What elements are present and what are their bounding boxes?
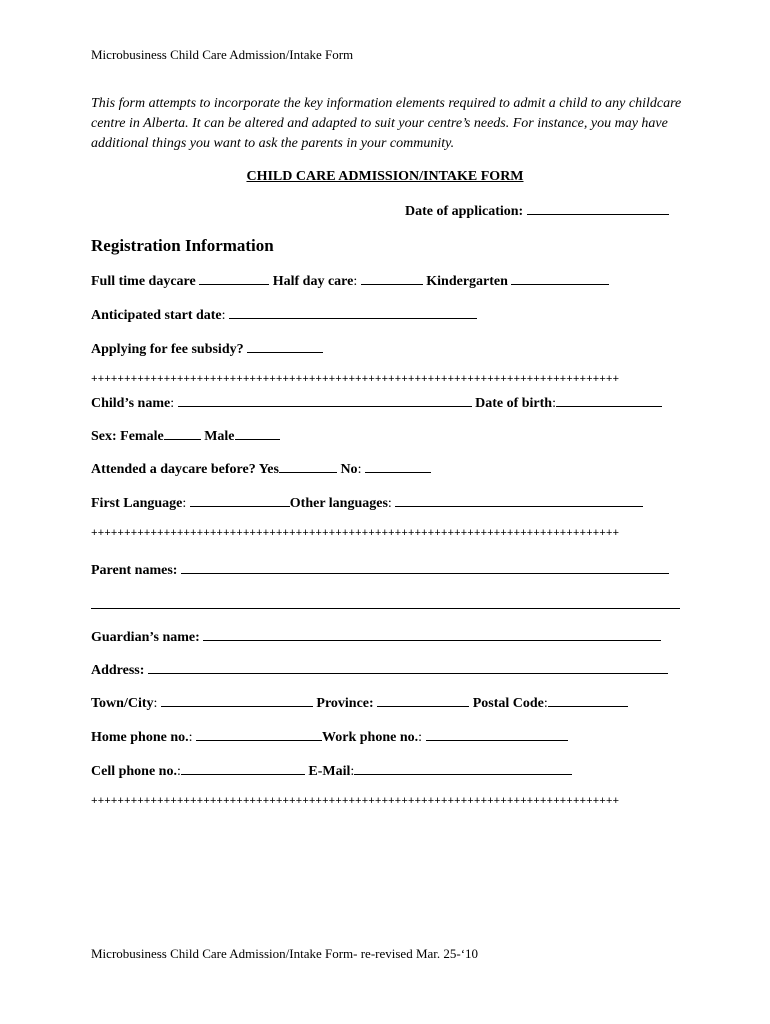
child-name-row: Child’s name: Date of birth:: [91, 394, 662, 412]
registration-heading: Registration Information: [91, 236, 274, 255]
attended-yes-field[interactable]: [279, 460, 337, 473]
attended-no-field[interactable]: [365, 460, 431, 473]
child-name-label: Child’s name: [91, 396, 171, 411]
form-title-text: CHILD CARE ADMISSION/INTAKE FORM: [246, 169, 524, 184]
address-field[interactable]: [148, 661, 668, 674]
male-field[interactable]: [235, 427, 280, 440]
cell-email-row: Cell phone no.: E-Mail:: [91, 762, 572, 780]
separator-3: ++++++++++++++++++++++++++++++++++++++++++++++++++++++++++++++++++++++++++++++++: [91, 796, 620, 808]
town-row: Town/City: Province: Postal Code:: [91, 694, 628, 712]
attended-row: Attended a daycare before? Yes No:: [91, 460, 431, 478]
separator-1: ++++++++++++++++++++++++++++++++++++++++++++++++++++++++++++++++++++++++++++++++: [91, 374, 620, 386]
work-phone-label: Work phone no.: [322, 730, 419, 745]
guardian-name-field[interactable]: [203, 628, 661, 641]
form-title: [0, 169, 770, 185]
guardian-name-label: Guardian’s name:: [91, 630, 200, 645]
kindergarten-field[interactable]: [511, 272, 609, 285]
parent-names-row: [91, 561, 669, 579]
phone-row: Home phone no.: Work phone no.:: [91, 728, 568, 746]
child-name-field[interactable]: [178, 394, 472, 407]
home-phone-label: Home phone no.: [91, 730, 189, 745]
first-language-label: First Language: [91, 496, 183, 511]
province-label: Province:: [316, 696, 374, 711]
first-language-field[interactable]: [190, 494, 290, 507]
no-label: No: [340, 462, 358, 477]
email-label: E-Mail: [308, 764, 351, 779]
sex-row: [91, 427, 280, 445]
work-phone-field[interactable]: [426, 728, 568, 741]
half-day-field[interactable]: [361, 272, 423, 285]
province-field[interactable]: [377, 694, 469, 707]
postal-code-label: Postal Code: [472, 696, 544, 711]
parent-names-extra-line[interactable]: [91, 608, 680, 609]
town-city-label: Town/City: [91, 696, 154, 711]
half-day-label: Half day care: [272, 274, 354, 289]
start-date-row: Anticipated start date:: [91, 306, 477, 324]
kindergarten-label: Kindergarten: [426, 274, 508, 289]
address-row: [91, 661, 668, 679]
dob-field[interactable]: [556, 394, 662, 407]
full-time-label: Full time daycare: [91, 274, 196, 289]
female-field[interactable]: [164, 427, 201, 440]
cell-phone-field[interactable]: [181, 762, 305, 775]
date-of-application-field[interactable]: [527, 202, 669, 215]
parent-names-label: Parent names:: [91, 563, 178, 578]
postal-code-field[interactable]: [548, 694, 628, 707]
start-date-field[interactable]: [229, 306, 477, 319]
fee-subsidy-field[interactable]: [247, 340, 323, 353]
guardian-row: [91, 628, 661, 646]
language-row: First Language: Other languages:: [91, 494, 643, 512]
dob-label: Date of birth: [475, 396, 553, 411]
sex-female-label: Sex: Female: [91, 429, 164, 444]
care-type-row: Full time daycare Half day care: Kindergarten: [91, 272, 609, 290]
page-header: Microbusiness Child Care Admission/Intake Form: [91, 47, 354, 62]
page-footer: Microbusiness Child Care Admission/Intake Form- re-revised Mar. 25-‘10: [91, 946, 479, 961]
date-of-application-label: Date of application:: [405, 204, 524, 219]
email-field[interactable]: [354, 762, 572, 775]
home-phone-field[interactable]: [196, 728, 322, 741]
full-time-field[interactable]: [199, 272, 269, 285]
parent-names-field[interactable]: [181, 561, 669, 574]
address-label: Address:: [91, 663, 145, 678]
fee-subsidy-row: [91, 340, 323, 358]
intro-paragraph: This form attempts to incorporate the key information elements required to admit a child to any childcare centre in Alberta. It can be altered and adapted to suit your centre’s needs. For instance, you may have additional things you want to ask the parents in your community.: [91, 96, 682, 151]
date-of-application-row: [405, 202, 669, 220]
fee-subsidy-label: Applying for fee subsidy?: [91, 342, 244, 357]
separator-2: ++++++++++++++++++++++++++++++++++++++++++++++++++++++++++++++++++++++++++++++++: [91, 528, 620, 540]
cell-phone-label: Cell phone no.: [91, 764, 177, 779]
attended-label: Attended a daycare before? Yes: [91, 462, 279, 477]
other-languages-field[interactable]: [395, 494, 643, 507]
start-date-label: Anticipated start date: [91, 308, 222, 323]
other-languages-label: Other languages: [289, 496, 388, 511]
town-city-field[interactable]: [161, 694, 313, 707]
male-label: Male: [204, 429, 235, 444]
